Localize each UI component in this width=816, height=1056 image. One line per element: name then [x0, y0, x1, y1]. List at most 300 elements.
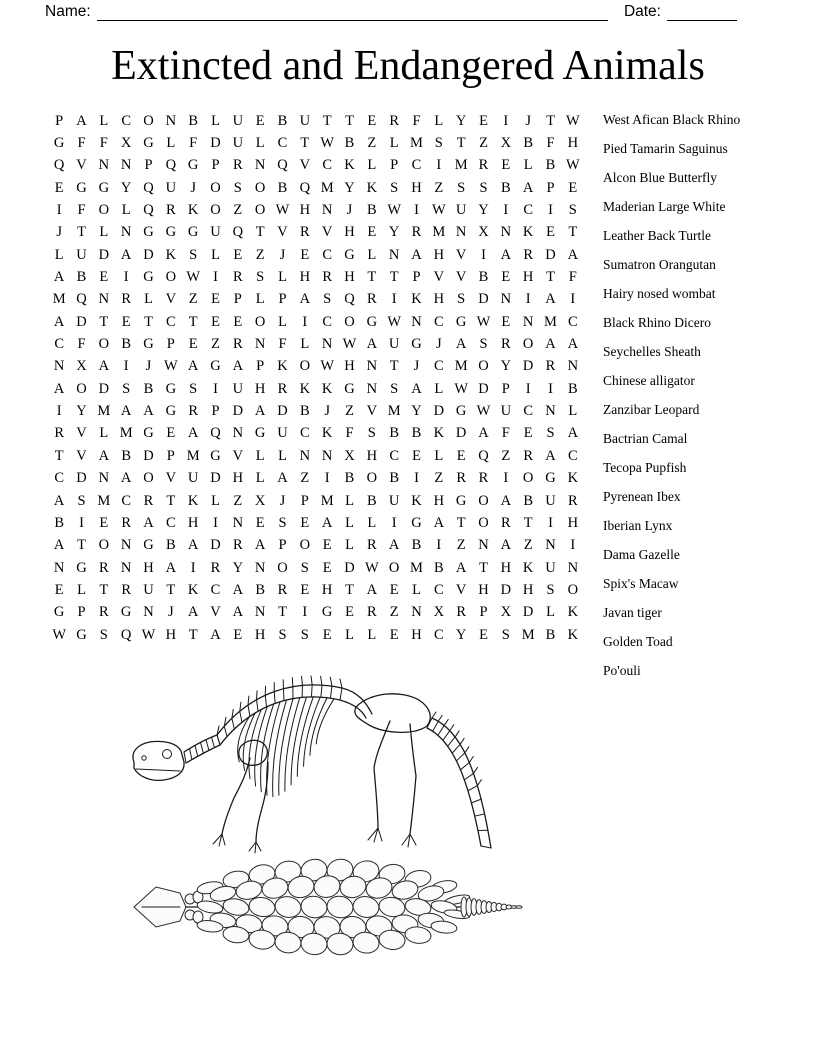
grid-letter: E [99, 269, 109, 286]
grid-letter: C [54, 336, 64, 353]
grid-letter: I [79, 514, 84, 531]
grid-letter: U [388, 336, 400, 353]
grid-letter: R [277, 380, 288, 397]
word-list-item: Hairy nosed wombat [603, 285, 716, 301]
grid-letter: V [455, 581, 467, 598]
grid-letter: P [501, 380, 510, 397]
grid-letter: H [321, 581, 333, 598]
grid-letter: F [77, 202, 86, 219]
grid-letter: D [478, 380, 489, 397]
grid-letter: V [76, 157, 87, 174]
grid-letter: W [275, 202, 290, 219]
grid-letter: S [434, 135, 443, 152]
grid-letter: K [522, 224, 534, 241]
grid-letter: O [299, 537, 311, 554]
grid-letter: D [433, 403, 445, 420]
word-list-item: Dama Gazelle [603, 546, 680, 562]
grid-letter: Y [344, 179, 355, 196]
grid-letter: O [254, 179, 266, 196]
grid-letter: F [278, 336, 287, 353]
grid-letter: G [165, 380, 177, 397]
grid-letter: E [99, 514, 109, 531]
grid-letter: F [412, 112, 421, 129]
grid-letter: F [546, 135, 555, 152]
grid-letter: I [190, 559, 196, 576]
grid-letter: A [455, 559, 467, 576]
grid-letter: K [277, 358, 288, 375]
grid-letter: E [389, 626, 399, 643]
grid-letter: B [143, 380, 154, 397]
grid-letter: T [456, 135, 466, 152]
word-list-item: Seychelles Sheath [603, 343, 701, 359]
grid-letter: G [411, 514, 422, 531]
grid-letter: M [454, 358, 468, 375]
grid-letter: I [302, 604, 308, 621]
grid-letter: U [232, 112, 244, 129]
grid-letter: I [436, 537, 442, 554]
grid-letter: R [232, 157, 243, 174]
grid-letter: A [187, 604, 199, 621]
grid-letter: I [548, 514, 553, 531]
grid-letter: G [165, 403, 177, 420]
grid-letter: R [545, 358, 556, 375]
grid-letter: B [389, 470, 399, 487]
grid-letter: V [165, 291, 177, 308]
grid-letter: Y [411, 403, 422, 420]
grid-letter: S [233, 179, 242, 196]
grid-letter: R [567, 492, 578, 509]
grid-letter: E [568, 179, 578, 196]
grid-letter: W [387, 313, 401, 330]
grid-letter: N [478, 537, 489, 554]
grid-letter: N [254, 336, 266, 353]
grid-letter: S [367, 425, 376, 442]
grid-letter: B [121, 447, 131, 464]
grid-letter: H [433, 291, 445, 308]
grid-letter: B [411, 537, 422, 554]
grid-letter: U [299, 112, 311, 129]
grid-letter: M [387, 403, 401, 420]
grid-letter: L [144, 291, 153, 308]
grid-letter: L [434, 447, 444, 464]
grid-letter: I [525, 291, 531, 308]
grid-letter: Y [500, 358, 512, 375]
grid-letter: O [98, 336, 110, 353]
word-search-grid [48, 110, 584, 646]
grid-letter: Y [120, 179, 132, 196]
grid-letter: A [411, 246, 422, 263]
grid-letter: I [123, 269, 129, 286]
grid-letter: O [366, 470, 378, 487]
grid-letter: Y [76, 403, 87, 420]
grid-letter: A [455, 336, 467, 353]
grid-letter: L [54, 246, 64, 263]
grid-letter: S [546, 425, 555, 442]
grid-letter: M [521, 626, 535, 643]
grid-letter: P [479, 604, 488, 621]
grid-letter: Y [388, 224, 400, 241]
grid-letter: T [77, 537, 86, 554]
grid-letter: E [501, 157, 511, 174]
grid-letter: Z [255, 246, 265, 263]
word-list-item: Alcon Blue Butterfly [603, 169, 717, 185]
grid-letter: I [56, 403, 62, 420]
grid-letter: N [98, 157, 110, 174]
grid-letter: D [143, 246, 154, 263]
grid-letter: H [254, 626, 266, 643]
grid-letter: Z [434, 470, 444, 487]
grid-letter: D [143, 447, 154, 464]
grid-letter: B [366, 202, 377, 219]
grid-letter: I [56, 202, 62, 219]
grid-letter: S [390, 380, 399, 397]
grid-letter: L [367, 246, 377, 263]
grid-letter: N [500, 224, 512, 241]
grid-letter: Z [211, 336, 220, 353]
grid-letter: G [76, 626, 87, 643]
grid-letter: T [456, 514, 466, 531]
grid-letter: G [53, 604, 65, 621]
grid-letter: N [53, 559, 65, 576]
word-list [603, 105, 813, 685]
grid-letter: T [345, 581, 354, 598]
grid-letter: H [522, 269, 534, 286]
grid-letter: L [434, 380, 444, 397]
grid-letter: U [388, 492, 400, 509]
grid-letter: P [300, 492, 309, 509]
grid-letter: T [345, 112, 354, 129]
grid-letter: N [120, 537, 132, 554]
grid-letter: T [54, 447, 64, 464]
grid-letter: A [545, 291, 556, 308]
grid-letter: Q [210, 425, 221, 442]
grid-letter: R [121, 291, 131, 308]
grid-letter: X [344, 447, 355, 464]
grid-letter: L [345, 492, 354, 509]
grid-letter: U [277, 425, 288, 442]
grid-letter: T [99, 313, 109, 330]
grid-letter: B [188, 112, 198, 129]
word-list-item: Po'ouli [603, 662, 641, 678]
grid-letter: A [545, 447, 556, 464]
grid-letter: N [254, 559, 266, 576]
grid-letter: P [256, 358, 265, 375]
grid-letter: L [278, 447, 287, 464]
word-list-item: Black Rhino Dicero [603, 314, 711, 330]
grid-letter: F [77, 336, 86, 353]
grid-letter: A [98, 447, 110, 464]
grid-letter: P [278, 291, 287, 308]
grid-letter: I [503, 470, 509, 487]
grid-letter: X [500, 604, 512, 621]
grid-letter: A [299, 291, 311, 308]
grid-letter: E [412, 447, 421, 464]
grid-letter: Q [76, 291, 87, 308]
grid-letter: E [322, 537, 332, 554]
grid-letter: H [433, 246, 445, 263]
grid-letter: C [121, 492, 131, 509]
grid-letter: E [501, 313, 511, 330]
grid-letter: O [254, 202, 266, 219]
grid-letter: T [479, 559, 488, 576]
grid-letter: M [52, 291, 66, 308]
grid-letter: K [433, 425, 445, 442]
grid-letter: J [168, 604, 174, 621]
grid-letter: W [163, 358, 178, 375]
grid-letter: K [165, 246, 177, 263]
grid-letter: A [53, 269, 65, 286]
grid-letter: N [120, 224, 132, 241]
grid-letter: V [76, 425, 87, 442]
word-list-item: Golden Toad [603, 633, 673, 649]
grid-letter: C [277, 135, 288, 152]
grid-letter: B [523, 135, 533, 152]
grid-letter: O [98, 537, 110, 554]
grid-letter: L [367, 626, 377, 643]
grid-letter: L [278, 313, 287, 330]
grid-letter: G [143, 269, 154, 286]
grid-letter: E [389, 581, 399, 598]
grid-letter: J [525, 112, 531, 129]
grid-letter: S [323, 291, 332, 308]
grid-letter: V [210, 604, 221, 621]
grid-letter: H [187, 514, 199, 531]
grid-letter: B [500, 179, 511, 196]
grid-letter: J [413, 358, 420, 375]
grid-letter: G [455, 403, 467, 420]
grid-letter: A [366, 581, 378, 598]
grid-letter: A [165, 559, 177, 576]
grid-letter: R [500, 336, 511, 353]
grid-letter: B [523, 492, 533, 509]
grid-letter: R [143, 492, 154, 509]
grid-letter: A [120, 246, 132, 263]
grid-letter: R [232, 336, 243, 353]
grid-letter: B [165, 537, 176, 554]
grid-letter: W [320, 135, 334, 152]
grid-letter: W [431, 202, 446, 219]
grid-letter: D [210, 537, 221, 554]
grid-letter: T [568, 224, 578, 241]
grid-letter: R [299, 224, 310, 241]
grid-letter: R [322, 269, 332, 286]
grid-letter: S [457, 291, 466, 308]
grid-letter: N [545, 403, 556, 420]
grid-letter: Q [232, 224, 244, 241]
grid-letter: H [344, 269, 355, 286]
grid-letter: Z [367, 135, 377, 152]
grid-letter: L [77, 581, 86, 598]
grid-letter: L [300, 336, 310, 353]
grid-letter: O [478, 358, 489, 375]
grid-letter: G [455, 313, 467, 330]
grid-letter: E [233, 313, 243, 330]
word-list-item: Maderian Large White [603, 198, 726, 214]
grid-letter: P [144, 157, 153, 174]
grid-letter: A [567, 336, 579, 353]
grid-letter: J [279, 246, 286, 263]
grid-letter: G [187, 224, 199, 241]
grid-letter: H [344, 358, 355, 375]
grid-letter: I [503, 112, 509, 129]
grid-letter: C [567, 447, 578, 464]
grid-letter: H [299, 269, 311, 286]
date-underline [667, 4, 737, 21]
grid-letter: R [98, 604, 109, 621]
grid-letter: M [454, 157, 468, 174]
grid-letter: Z [523, 537, 533, 554]
grid-letter: L [255, 447, 265, 464]
grid-letter: B [344, 470, 355, 487]
word-list-item: Iberian Lynx [603, 517, 673, 533]
grid-letter: E [523, 425, 533, 442]
grid-letter: S [479, 336, 488, 353]
grid-letter: P [233, 291, 242, 308]
grid-letter: F [568, 269, 577, 286]
grid-letter: A [53, 492, 65, 509]
grid-letter: R [411, 224, 422, 241]
grid-letter: Q [344, 291, 355, 308]
grid-letter: B [76, 269, 87, 286]
grid-letter: P [77, 604, 86, 621]
grid-letter: A [500, 492, 512, 509]
date-label: Date: [623, 3, 661, 20]
grid-letter: Z [300, 470, 310, 487]
grid-letter: X [254, 492, 266, 509]
grid-letter: K [366, 179, 378, 196]
grid-letter: K [187, 202, 199, 219]
grid-letter: G [254, 425, 266, 442]
grid-letter: P [546, 179, 555, 196]
grid-letter: E [501, 269, 511, 286]
grid-letter: R [98, 559, 109, 576]
grid-letter: N [567, 358, 579, 375]
grid-letter: W [141, 626, 156, 643]
grid-letter: E [456, 447, 466, 464]
grid-letter: J [190, 179, 196, 196]
grid-letter: V [165, 470, 177, 487]
grid-letter: T [546, 269, 555, 286]
grid-letter: A [567, 425, 579, 442]
grid-letter: G [143, 135, 154, 152]
grid-letter: W [52, 626, 66, 643]
grid-letter: G [120, 604, 132, 621]
grid-letter: D [277, 403, 288, 420]
grid-letter: N [53, 358, 65, 375]
grid-letter: R [277, 581, 288, 598]
grid-letter: G [210, 447, 221, 464]
grid-letter: V [433, 269, 445, 286]
grid-letter: O [254, 313, 266, 330]
grid-letter: B [121, 336, 131, 353]
grid-letter: G [210, 358, 221, 375]
word-list-item: Pied Tamarin Saguinus [603, 140, 728, 156]
grid-letter: Z [479, 135, 488, 152]
grid-letter: O [522, 336, 534, 353]
grid-letter: E [233, 626, 243, 643]
grid-letter: L [211, 246, 220, 263]
grid-letter: Q [53, 157, 65, 174]
grid-letter: Z [456, 537, 466, 554]
grid-letter: E [255, 514, 265, 531]
grid-letter: L [278, 269, 287, 286]
grid-letter: S [278, 626, 287, 643]
grid-letter: H [165, 626, 177, 643]
grid-letter: K [299, 380, 311, 397]
grid-letter: A [143, 403, 154, 420]
grid-letter: Q [277, 157, 288, 174]
grid-letter: S [457, 179, 466, 196]
grid-letter: O [210, 202, 221, 219]
grid-letter: D [76, 313, 87, 330]
grid-letter: H [433, 492, 445, 509]
grid-letter: R [523, 246, 533, 263]
grid-letter: C [121, 112, 131, 129]
grid-letter: I [213, 269, 218, 286]
grid-letter: H [411, 179, 422, 196]
grid-letter: E [188, 336, 198, 353]
grid-letter: A [232, 581, 244, 598]
grid-letter: N [299, 447, 311, 464]
grid-letter: T [546, 112, 555, 129]
grid-letter: J [56, 224, 62, 241]
grid-letter: Z [233, 492, 243, 509]
grid-letter: N [321, 202, 333, 219]
grid-letter: K [411, 492, 422, 509]
grid-letter: I [436, 157, 442, 174]
grid-letter: A [120, 403, 132, 420]
word-list-item: Spix's Macaw [603, 575, 679, 591]
grid-letter: G [143, 336, 154, 353]
grid-letter: N [366, 358, 378, 375]
grid-letter: O [165, 269, 177, 286]
ankylosaurus-skeleton-illustration [100, 666, 505, 871]
grid-letter: S [189, 380, 198, 397]
grid-letter: W [342, 336, 357, 353]
grid-letter: I [481, 246, 486, 263]
grid-letter: T [389, 269, 399, 286]
grid-letter: A [500, 537, 512, 554]
grid-letter: N [366, 380, 378, 397]
grid-letter: C [165, 313, 176, 330]
grid-letter: E [166, 425, 176, 442]
grid-letter: G [545, 470, 556, 487]
grid-letter: A [232, 358, 244, 375]
grid-letter: M [97, 492, 111, 509]
grid-letter: R [523, 447, 533, 464]
grid-letter: O [98, 202, 110, 219]
grid-letter: I [213, 380, 218, 397]
grid-letter: T [389, 358, 399, 375]
grid-letter: S [77, 492, 86, 509]
grid-letter: M [432, 224, 446, 241]
grid-letter: H [344, 224, 355, 241]
grid-letter: R [478, 157, 489, 174]
grid-letter: A [411, 380, 422, 397]
grid-letter: P [211, 403, 220, 420]
grid-letter: J [145, 358, 152, 375]
grid-letter: L [389, 135, 399, 152]
ankylosaurus-armor-illustration [128, 845, 528, 985]
grid-letter: J [346, 202, 353, 219]
grid-letter: T [278, 604, 287, 621]
grid-letter: W [454, 380, 468, 397]
grid-letter: L [345, 626, 354, 643]
grid-letter: A [254, 403, 266, 420]
grid-letter: B [389, 425, 399, 442]
grid-letter: U [455, 202, 467, 219]
grid-letter: A [321, 514, 333, 531]
